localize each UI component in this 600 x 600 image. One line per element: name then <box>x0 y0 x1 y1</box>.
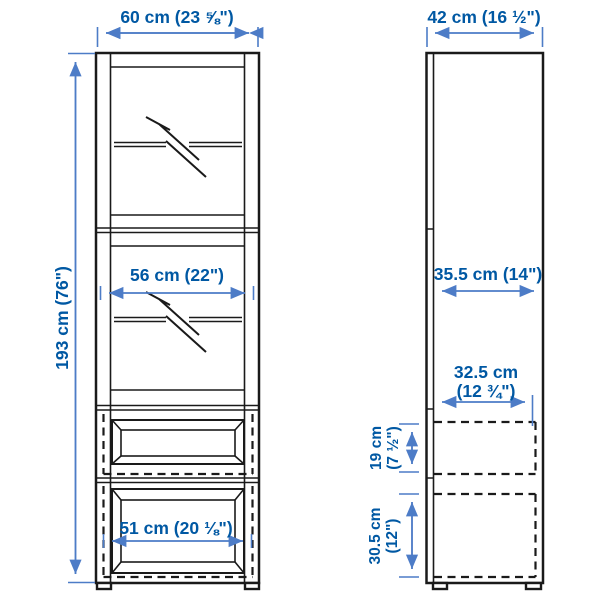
side-view <box>427 53 544 589</box>
dim-bottom-drawer-height <box>367 494 419 577</box>
side-drawer-depth-label-2: (12 ¾") <box>456 381 516 401</box>
front-interior-width-label: 56 cm (22") <box>130 265 224 285</box>
side-depth-label: 42 cm (16 ½") <box>427 7 541 27</box>
side-back-foot <box>526 583 541 589</box>
front-right-foot <box>245 583 259 589</box>
dim-front-height <box>52 54 95 583</box>
side-front-foot <box>433 583 447 589</box>
dim-front-width <box>98 7 259 47</box>
bottom-drawer-height-label-2: (12") <box>384 518 401 554</box>
front-left-foot <box>97 583 111 589</box>
dim-side-depth <box>427 7 543 47</box>
front-height-label: 193 cm (76") <box>52 266 72 370</box>
front-width-label: 60 cm (23 ⅝") <box>120 7 234 27</box>
top-drawer-height-label-1: 19 cm <box>368 426 385 470</box>
side-cabinet-outline <box>427 53 544 583</box>
front-view <box>96 53 259 589</box>
bottom-drawer-height-label-1: 30.5 cm <box>367 507 384 565</box>
top-drawer-height-label-2: (7 ½") <box>385 426 402 470</box>
side-drawer-depth-label-1: 32.5 cm <box>453 362 519 382</box>
side-interior-depth-label: 35.5 cm (14") <box>433 264 543 284</box>
dim-top-drawer-height <box>368 424 419 472</box>
front-drawer-width-label: 51 cm (20 ⅛") <box>119 518 233 538</box>
